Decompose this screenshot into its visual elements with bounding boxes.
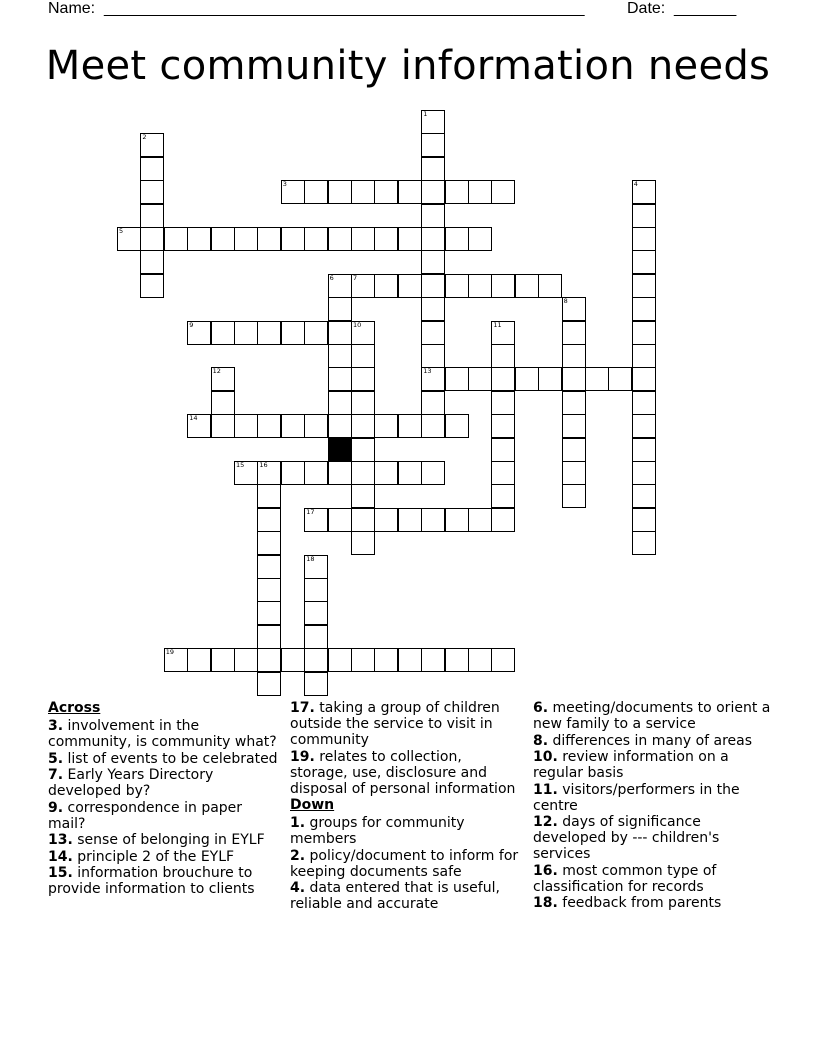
grid-cell[interactable] [304,555,328,579]
grid-cell[interactable] [632,367,656,391]
grid-cell[interactable] [304,227,328,251]
grid-cell[interactable] [632,227,656,251]
grid-cell[interactable] [187,321,211,345]
grid-cell[interactable] [140,157,164,181]
grid-cell[interactable] [328,297,352,321]
clues-column-2 [290,700,522,913]
grid-cell[interactable] [632,461,656,485]
grid-cell[interactable] [374,180,398,204]
grid-cell[interactable] [632,321,656,345]
grid-cell[interactable] [491,648,515,672]
clue-number-label: 11 [493,320,502,329]
clue-number-label: 17 [306,507,315,516]
grid-cell[interactable] [257,625,281,649]
clue-item [533,782,773,814]
grid-cell[interactable] [351,508,375,532]
grid-cell[interactable] [445,508,469,532]
clue-item [533,895,773,911]
grid-cell[interactable] [257,648,281,672]
grid-cell[interactable] [632,531,656,555]
grid-cell[interactable] [140,180,164,204]
grid-cell[interactable] [281,180,305,204]
grid-cell[interactable] [304,625,328,649]
grid-cell[interactable] [304,461,328,485]
grid-cell[interactable] [398,648,422,672]
clue-item [533,814,773,862]
grid-cell[interactable] [281,648,305,672]
grid-cell[interactable] [538,274,562,298]
grid-cell[interactable] [491,321,515,345]
grid-cell[interactable] [468,180,492,204]
grid-cell[interactable] [515,367,539,391]
clue-number-label: 13 [423,367,432,376]
grid-cell[interactable] [468,227,492,251]
grid-cell[interactable] [398,180,422,204]
clue-text: principle 2 of the EYLF [77,848,235,865]
grid-cell[interactable] [187,648,211,672]
clue-number: 14. [48,848,73,865]
grid-cell[interactable] [351,227,375,251]
grid-cell[interactable] [351,391,375,415]
grid-cell[interactable] [421,180,445,204]
clue-text: feedback from parents [562,895,722,911]
clue-number: 16. [533,862,558,879]
clue-number: 2. [290,847,306,864]
grid-cell[interactable] [164,648,188,672]
grid-cell[interactable] [421,110,445,134]
grid-cell[interactable] [351,461,375,485]
clue-number-label: 1 [423,110,428,118]
clue-number-label: 6 [329,273,334,282]
grid-cell[interactable] [328,321,352,345]
puzzle-title: Meet community information needs [45,43,771,89]
grid-cell[interactable] [351,484,375,508]
clue-item [533,863,773,895]
clue-number: 13. [48,832,73,848]
grid-cell[interactable] [632,484,656,508]
grid-cell[interactable] [304,180,328,204]
grid-cell[interactable] [328,508,352,532]
grid-cell[interactable] [140,227,164,251]
grid-cell[interactable] [562,391,586,415]
grid-cell[interactable] [281,321,305,345]
grid-cell[interactable] [491,391,515,415]
grid-cell[interactable] [304,672,328,696]
clue-number-label: 9 [189,320,194,329]
clue-number-label: 3 [282,180,287,189]
grid-cell[interactable] [374,508,398,532]
grid-cell[interactable] [538,367,562,391]
grid-cell[interactable] [562,297,586,321]
grid-cell[interactable] [608,367,632,391]
grid-cell[interactable] [328,414,352,438]
clue-text: information brouchure to provide information to clients [48,865,255,897]
grid-cell[interactable] [562,321,586,345]
grid-cell[interactable] [421,344,445,368]
grid-cell[interactable] [562,438,586,462]
header [48,0,748,22]
grid-cell[interactable] [234,648,258,672]
grid-cell[interactable] [304,601,328,625]
grid-cell[interactable] [234,461,258,485]
grid-cell[interactable] [632,274,656,298]
grid-cell[interactable] [445,180,469,204]
clue-text: visitors/performers in the centre [533,781,740,814]
grid-cell[interactable] [632,250,656,274]
grid-cell[interactable] [445,227,469,251]
clue-text: sense of belonging in EYLF [77,832,265,848]
grid-cell[interactable] [351,367,375,391]
name-field[interactable]: ______________________________________________________ [104,0,585,17]
grid-cell[interactable] [351,321,375,345]
grid-cell[interactable] [421,274,445,298]
clue-text: days of significance developed by --- children's services [533,814,720,862]
grid-cell[interactable] [211,367,235,391]
date-label: Date: [627,0,666,17]
grid-cell[interactable] [421,391,445,415]
grid-cell[interactable] [585,367,609,391]
clue-text: relates to collection, storage, use, disclosure and disposal of personal information [290,748,516,797]
grid-cell[interactable] [445,274,469,298]
grid-cell[interactable] [351,344,375,368]
grid-cell[interactable] [328,227,352,251]
black-cell [328,438,352,462]
clue-number-label: 8 [563,297,568,306]
grid-cell[interactable] [632,344,656,368]
grid-cell[interactable] [491,508,515,532]
grid-cell[interactable] [562,484,586,508]
clue-number-label: 5 [119,227,124,235]
grid-cell[interactable] [421,414,445,438]
clue-number-label: 16 [259,461,268,469]
grid-cell[interactable] [632,508,656,532]
grid-cell[interactable] [468,367,492,391]
grid-cell[interactable] [491,461,515,485]
clue-item [48,800,280,832]
clue-number-label: 7 [353,273,358,282]
grid-cell[interactable] [187,227,211,251]
clue-item [533,700,773,732]
grid-cell[interactable] [304,414,328,438]
grid-cell[interactable] [562,367,586,391]
clue-item [290,880,522,912]
clue-number: 11. [533,781,558,798]
grid-cell[interactable] [328,391,352,415]
grid-cell[interactable] [257,531,281,555]
grid-cell[interactable] [421,227,445,251]
clue-text: Early Years Directory developed by? [48,767,214,799]
grid-cell[interactable] [421,204,445,228]
down-heading: Down [290,797,335,813]
date-field[interactable]: _______ [674,0,737,17]
grid-cell[interactable] [491,484,515,508]
grid-cell[interactable] [632,204,656,228]
grid-cell[interactable] [445,414,469,438]
clue-number: 1. [290,815,306,831]
clue-number-label: 12 [212,367,221,376]
clue-item [290,749,522,797]
clue-number: 4. [290,880,306,896]
grid-cell[interactable] [211,227,235,251]
grid-cell[interactable] [140,204,164,228]
grid-cell[interactable] [491,344,515,368]
grid-cell[interactable] [234,414,258,438]
clue-number: 6. [533,700,549,716]
grid-cell[interactable] [187,414,211,438]
grid-cell[interactable] [257,461,281,485]
clue-item [533,749,773,781]
clue-text: policy/document to inform for keeping documents safe [290,847,519,880]
across-heading: Across [48,700,101,716]
clue-number: 7. [48,767,64,783]
grid-cell[interactable] [234,321,258,345]
clue-number-label: 14 [189,414,198,423]
clue-item [48,751,280,767]
grid-cell[interactable] [140,250,164,274]
clue-number: 18. [533,895,558,911]
grid-cell[interactable] [468,648,492,672]
grid-cell[interactable] [351,274,375,298]
grid-cell[interactable] [445,648,469,672]
grid-cell[interactable] [351,414,375,438]
grid-cell[interactable] [304,508,328,532]
grid-cell[interactable] [421,133,445,157]
grid-cell[interactable] [117,227,141,251]
grid-cell[interactable] [632,438,656,462]
grid-cell[interactable] [257,321,281,345]
grid-cell[interactable] [398,227,422,251]
grid-cell[interactable] [468,508,492,532]
clue-number: 15. [48,865,73,881]
clue-text: list of events to be celebrated [67,750,278,767]
grid-cell[interactable] [491,367,515,391]
clue-number: 3. [48,718,64,734]
clues-column-3 [533,700,773,912]
grid-cell[interactable] [421,508,445,532]
clue-text: involvement in the community, is community what? [48,718,277,750]
clue-item [48,849,280,865]
grid-cell[interactable] [281,461,305,485]
grid-cell[interactable] [632,297,656,321]
grid-cell[interactable] [398,274,422,298]
grid-cell[interactable] [562,414,586,438]
grid-cell[interactable] [328,648,352,672]
grid-cell[interactable] [304,578,328,602]
clue-number: 12. [533,814,558,830]
grid-cell[interactable] [491,274,515,298]
grid-cell[interactable] [421,297,445,321]
grid-cell[interactable] [328,274,352,298]
clue-item [533,733,773,749]
clue-number-label: 2 [142,133,147,142]
grid-cell[interactable] [257,414,281,438]
grid-cell[interactable] [468,274,492,298]
grid-cell[interactable] [421,157,445,181]
grid-cell[interactable] [374,227,398,251]
grid-cell[interactable] [421,250,445,274]
grid-cell[interactable] [211,414,235,438]
clue-text: most common type of classification for records [533,862,717,895]
grid-cell[interactable] [632,414,656,438]
grid-cell[interactable] [140,274,164,298]
grid-cell[interactable] [211,321,235,345]
grid-cell[interactable] [211,648,235,672]
clue-number: 8. [533,732,549,749]
grid-cell[interactable] [374,414,398,438]
clue-number: 9. [48,799,64,816]
grid-cell[interactable] [328,344,352,368]
grid-cell[interactable] [164,227,188,251]
clue-number-label: 4 [633,180,638,189]
grid-cell[interactable] [328,180,352,204]
grid-cell[interactable] [234,227,258,251]
clue-number: 17. [290,700,315,716]
clue-item [48,832,280,848]
grid-cell[interactable] [374,461,398,485]
clue-item [290,815,522,847]
clue-text: differences in many of areas [552,732,753,749]
grid-cell[interactable] [328,367,352,391]
clue-item [290,700,522,748]
clue-text: groups for community members [290,815,465,847]
grid-cell[interactable] [257,601,281,625]
grid-cell[interactable] [281,414,305,438]
clue-text: meeting/documents to orient a new family to a service [533,700,771,732]
grid-cell[interactable] [351,531,375,555]
clue-number-label: 18 [306,554,315,563]
clue-number: 10. [533,749,558,765]
grid-cell[interactable] [445,367,469,391]
grid-cell[interactable] [421,648,445,672]
grid-cell[interactable] [491,414,515,438]
grid-cell[interactable] [632,180,656,204]
grid-cell[interactable] [421,367,445,391]
clue-number-label: 15 [236,461,245,469]
grid-cell[interactable] [304,321,328,345]
grid-cell[interactable] [491,438,515,462]
grid-cell[interactable] [351,438,375,462]
clue-number: 19. [290,748,315,765]
grid-cell[interactable] [398,461,422,485]
grid-cell[interactable] [515,274,539,298]
grid-cell[interactable] [562,344,586,368]
clue-text: review information on a regular basis [533,749,729,781]
grid-cell[interactable] [257,508,281,532]
clue-item [48,865,280,897]
clues-column-1 [48,700,280,898]
clue-text: data entered that is useful, reliable and accurate [290,880,500,912]
clue-item [48,718,280,750]
grid-cell[interactable] [491,180,515,204]
grid-cell[interactable] [257,578,281,602]
grid-cell[interactable] [257,484,281,508]
grid-cell[interactable] [398,414,422,438]
grid-cell[interactable] [351,648,375,672]
name-label: Name: [48,0,96,17]
clue-number: 5. [48,750,64,767]
grid-cell[interactable] [632,391,656,415]
clue-item [48,767,280,799]
grid-cell[interactable] [257,227,281,251]
grid-cell[interactable] [257,672,281,696]
clue-number-label: 19 [165,648,175,657]
grid-cell[interactable] [421,461,445,485]
grid-cell[interactable] [257,555,281,579]
grid-cell[interactable] [374,648,398,672]
grid-cell[interactable] [421,321,445,345]
clue-text: taking a group of children outside the service to visit in community [290,700,500,748]
grid-cell[interactable] [328,461,352,485]
grid-cell[interactable] [211,391,235,415]
grid-cell[interactable] [281,227,305,251]
grid-cell[interactable] [351,180,375,204]
clue-number-label: 10 [353,320,362,329]
grid-cell[interactable] [398,508,422,532]
grid-cell[interactable] [140,133,164,157]
grid-cell[interactable] [304,648,328,672]
clue-text: correspondence in paper mail? [48,799,243,832]
grid-cell[interactable] [562,461,586,485]
grid-cell[interactable] [374,274,398,298]
clue-item [290,848,522,880]
